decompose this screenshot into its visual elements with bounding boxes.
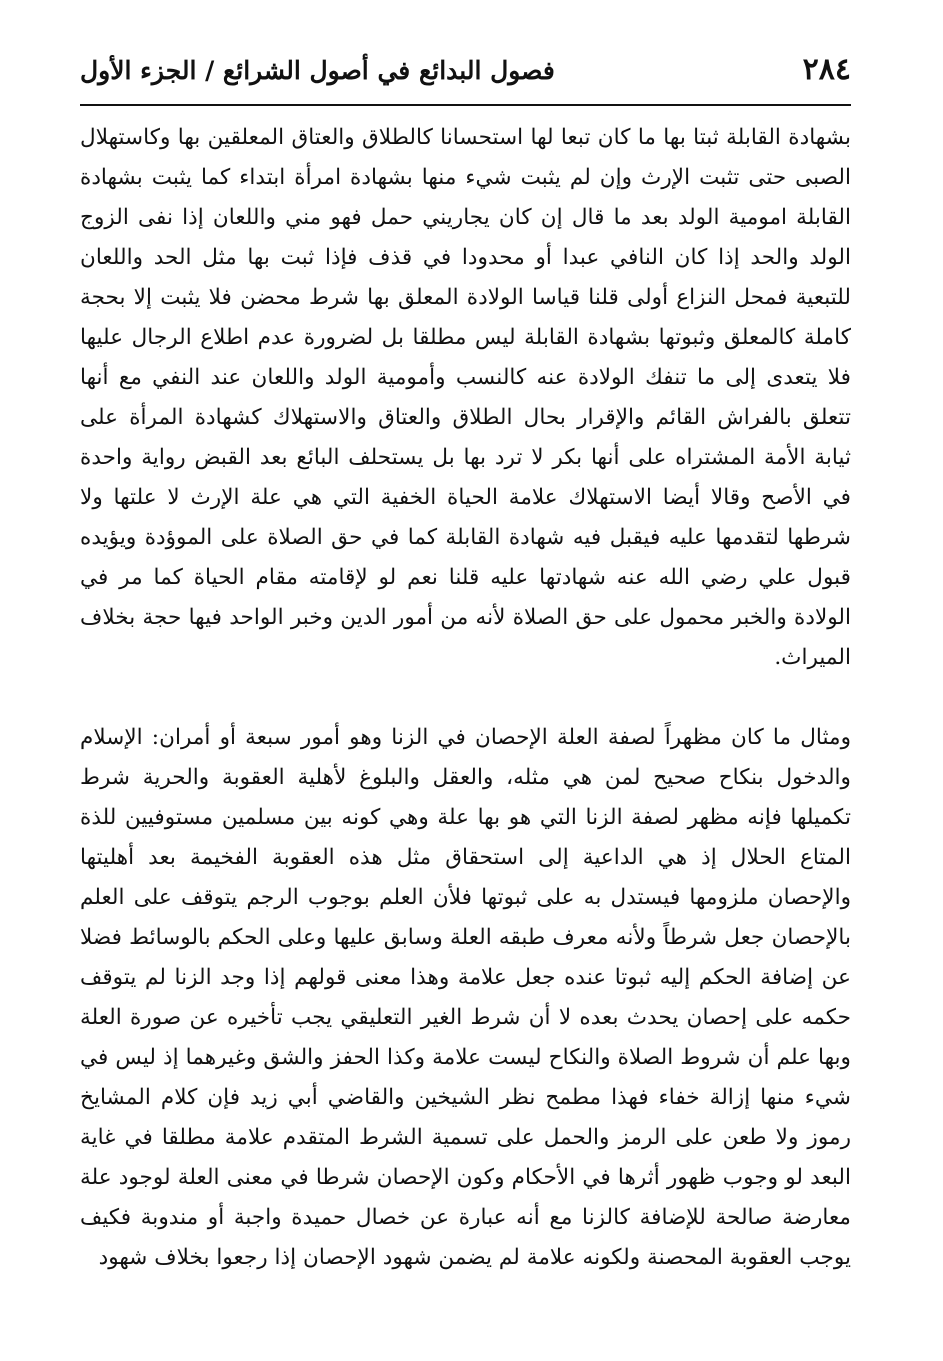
running-title: فصول البدائع في أصول الشرائع / الجزء الأول bbox=[80, 56, 555, 85]
header-rule bbox=[80, 104, 851, 106]
paragraph-1: بشهادة القابلة ثبتا بها ما كان تبعا لها استحسانا كالطلاق والعتاق المعلقين بها وكاستهلال الصبى حتى تثبت الإرث وإن لم يثبت شيء منها بشهادة امرأة ابتداء كما يثبت بشهادة القابلة امومية الولد بعد ما قال إن كان يجاريني حمل فهو مني واللعان إذا نفى الزوج الولد والحد إذا كان النافي عبدا أو محدودا في قذف فإذا ثبت بها مثل الحد واللعان للتبعية فمحل النزاع أولى قلنا قياسا الولادة المعلق بها شرط محضن فلا يثبت إلا بحجة كاملة كالمعلق وثبوتها بشهادة القابلة ليس مطلقا بل لضرورة عدم اطلاع الرجال عليها فلا يتعدى إلى ما تنفك الولادة عنه كالنسب وأمومية الولد واللعان عند النفي مع أنها تتعلق بالفراش القائم والإقرار بحال الطلاق والعتاق والاستهلاك كشهادة المرأة على ثيابة الأمة المشتراه على أنها بكر لا ترد بها بل يستحلف البائع بعد القبض رواية واحدة في الأصح وقالا أيضا الاستهلاك علامة الحياة الخفية التي هي علة الإرث لا علتها ولا شرطها لتقدمها عليه فيقبل فيه شهادة القابلة كما في حق الصلاة على الموؤدة ويؤيده قبول علي رضي الله عنه شهادتها عليه قلنا نعم لو لإقامته مقام الحياة كما مر في الولادة والخبر محمول على حق الصلاة لأنه من أمور الدين وخبر الواحد فيها حجة بخلاف الميراث. bbox=[80, 125, 851, 670]
paragraph-2: ومثال ما كان مظهراً لصفة العلة الإحصان في الزنا وهو أمور سبعة أو أمران: الإسلام والدخول بنكاح صحيح لمن هي مثله، والعقل والبلوغ لأهلية العقوبة والحرية شرط تكميلها فإنه مظهر لصفة الزنا التي هو بها علة وهي كونه بين مسلمين مستوفيين للذة المتاع الحلال إذ هي الداعية إلى استحقاق مثل هذه العقوبة الفخيمة بعد أهليتها والإحصان ملزومها فيستدل به على ثبوتها فلأن العلم بوجوب الرجم يتوقف على العلم بالإحصان جعل شرطاً ولأنه معرف طبقه العلة وسابق عليها وعلى الحكم بالوسائط فضلا عن إضافة الحكم إليه ثبوتا عنده جعل علامة وهذا معنى قولهم إذا وجد الزنا لم يتوقف حكمه على إحصان يحدث بعده لا أن شرط الغير التعليقي يجب تأخيره عن صورة العلة وبها علم أن شروط الصلاة والنكاح ليست علامة وكذا الحفز والشق وغيرهما إذ ليس في شيء منها إزالة خفاء فهذا مطمح نظر الشيخين والقاضي أبي زيد فإن كلام المشايخ رموز ولا طعن على الرمز والحمل على تسمية الشرط المتقدم علامة مطلقا في غاية البعد لو وجوب ظهور أثرها في الأحكام وكون الإحصان شرطا في معنى العلة لوجود علة معارضة صالحة للإضافة كالزنا مع أنه عبارة عن خصال حميدة واجبة أو مندوبة فكيف يوجب العقوبة المحصنة ولكونه علامة لم يضمن شهود الإحصان إذا رجعوا بخلاف شهود bbox=[80, 725, 851, 1270]
page-number: ٢٨٤ bbox=[802, 52, 851, 87]
page-header bbox=[80, 52, 851, 96]
